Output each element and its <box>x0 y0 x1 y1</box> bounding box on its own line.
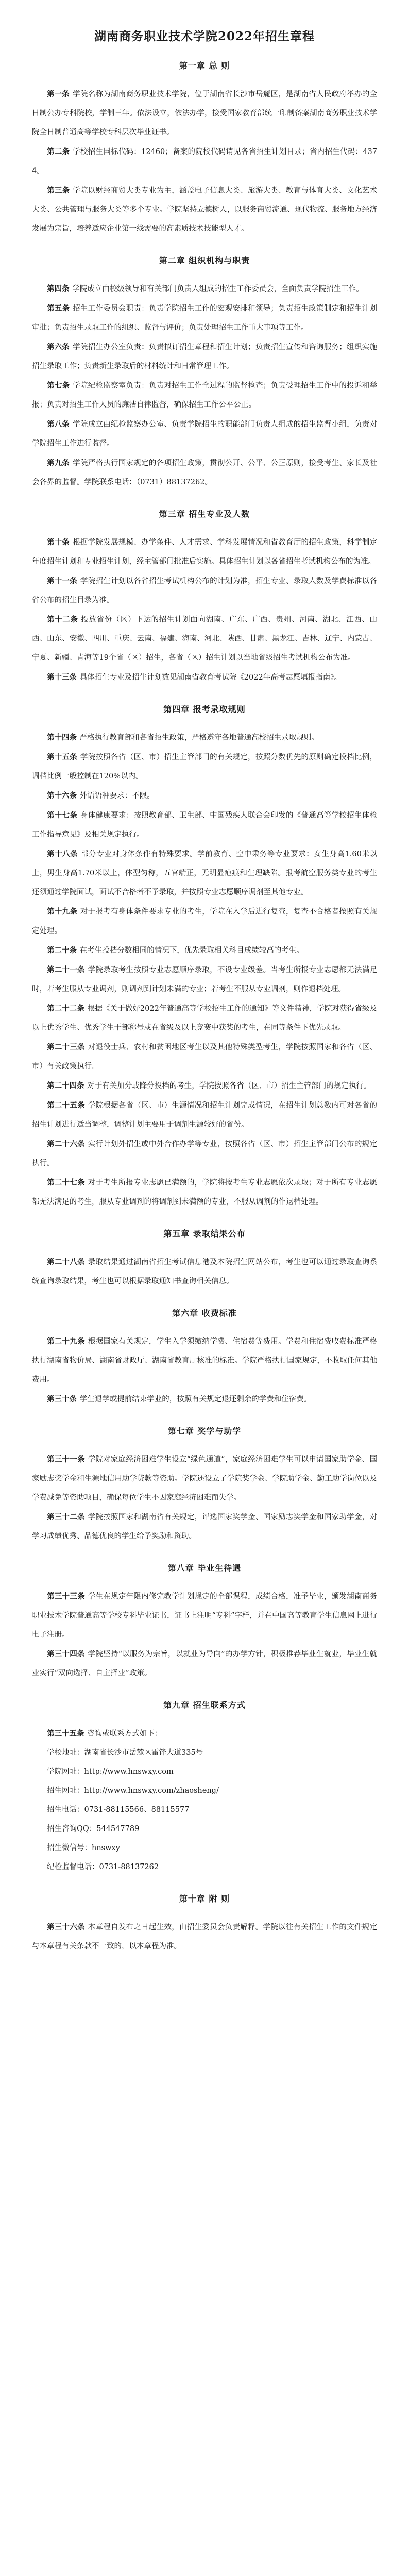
contact-item <box>32 1801 377 1820</box>
article-text: 外语语种要求：不限。 <box>79 792 155 800</box>
chapter-heading: 第七章 奖学与助学 <box>167 1426 242 1436</box>
article-text: 根据国家有关规定，学生入学须缴纳学费、住宿费等费用。学费和住宿费收费标准严格执行湖南省物价局、湖南省财政厅、湖南省教育厅核准的标准。学院严格执行国家规定，不收取任何其他费用。 <box>32 1337 378 1384</box>
article-number: 第二十八条 <box>47 1258 85 1266</box>
article-number: 第一条 <box>47 90 70 98</box>
article-paragraph <box>32 610 377 668</box>
chapter-heading: 第二章 组织机构与职责 <box>159 256 250 265</box>
article-number: 第三十三条 <box>47 1592 85 1601</box>
article-text: 学院录取考生按照专业志愿顺序录取，不设专业级差。当考生所报专业志愿都无法满足时，若考生服从专业调剂，则调剂到计划未满的专业；若考生不服从专业调剂，则作退档处理。 <box>32 966 378 993</box>
article-text: 身体健康要求：按照教育部、卫生部、中国残疾人联合会印发的《普通高等学校招生体检工作指导意见》及相关规定执行。 <box>32 811 378 839</box>
article-text: 学校招生国标代码：12460；备案的院校代码请见各省招生计划目录；省内招生代码：4374。 <box>32 148 377 175</box>
article-text: 具体招生专业及招生计划数见湖南省教育考试院《2022年高考志愿填报指南》。 <box>79 673 342 682</box>
article-number: 第十三条 <box>47 673 77 682</box>
article-number: 第二十五条 <box>47 1101 85 1110</box>
article-text: 学生退学或提前结束学业的，按照有关规定退还剩余的学费和住宿费。 <box>79 1395 312 1403</box>
article-number: 第三十五条 <box>47 1729 84 1738</box>
article-paragraph <box>32 1173 377 1212</box>
contact-item <box>32 1782 377 1801</box>
article-number: 第四条 <box>47 284 70 293</box>
article-number: 第三十二条 <box>47 1513 85 1521</box>
contact-value: 0731-88115566、88115577 <box>84 1806 190 1814</box>
article-paragraph <box>32 376 377 415</box>
article-number: 第二十一条 <box>47 965 85 974</box>
contact-item <box>32 1762 377 1782</box>
contact-label: 纪检监督电话： <box>47 1863 99 1871</box>
article-number: 第九条 <box>47 459 70 467</box>
article-number: 第三十六条 <box>47 1923 85 1931</box>
article-text: 在考生投档分数相同的情况下，优先录取相关科目成绩较高的考生。 <box>79 946 304 955</box>
article-text: 根据学院发展规模、办学条件、人才需求、学科发展情况和省教育厅的招生政策，科学制定年度招生计划和专业招生计划，经主管部门批准后实施。具体招生计划以各省招生考试机构公布的为准。 <box>32 538 378 566</box>
article-text: 学院按照国家和湖南省有关规定，评选国家奖学金、国家励志奖学金和国家助学金，对学习成绩优秀、品德优良的学生给予奖励和资助。 <box>32 1513 378 1540</box>
article-number: 第二十三条 <box>47 1043 85 1052</box>
article-text: 学院以财经商贸大类专业为主，涵盖电子信息大类、旅游大类、教育与体育大类、文化艺术大类、公共管理与服务大类等多个专业。学院坚持立德树人，以服务商贸流通、现代物流、服务地方经济发展为宗旨，培养适应企业第一线需要的高素质技术技能型人才。 <box>32 187 378 233</box>
article-paragraph <box>32 1096 377 1134</box>
article-paragraph <box>32 1076 377 1096</box>
article-text: 学院成立由校级领导和有关部门负责人组成的招生工作委员会，全面负责学院招生工作。 <box>72 285 364 293</box>
article-paragraph <box>32 1918 377 1956</box>
document-body <box>32 59 377 1956</box>
article-number: 第十九条 <box>47 907 78 916</box>
contact-label: 招生咨询QQ： <box>47 1825 97 1833</box>
article-text: 对退役士兵、农村和贫困地区考生以及其他特殊类型考生，学院按照国家和各省（区、市）有关政策执行。 <box>32 1043 378 1071</box>
contact-label: 招生微信号： <box>47 1844 92 1852</box>
article-paragraph <box>32 902 377 941</box>
article-text: 严格执行教育部和各省招生政策，严格遵守各地普通高校招生录取规则。 <box>79 734 319 742</box>
contact-value: hnswxy <box>92 1844 120 1852</box>
contact-value: http://www.hnswxy.com/zhaosheng/ <box>84 1787 219 1795</box>
article-paragraph <box>32 844 377 902</box>
article-paragraph <box>32 337 377 376</box>
article-text: 对于考生所报专业志愿已满额的，学院将按考生专业志愿依次录取；对于所有专业志愿都无法满足的考生，服从专业调剂的将调剂到未满额的专业，不服从调剂的作退档处理。 <box>32 1179 378 1206</box>
article-paragraph <box>32 941 377 960</box>
article-number: 第三十一条 <box>47 1455 85 1464</box>
article-number: 第二十九条 <box>47 1337 85 1346</box>
chapter-heading: 第十章 附 则 <box>179 1894 230 1904</box>
chapter-heading: 第八章 毕业生待遇 <box>167 1563 242 1573</box>
article-text: 学院纪检监察室负责：负责对招生工作全过程的监督检查；负责受理招生工作中的投诉和举报；负责对招生工作人员的廉洁自律监督，确保招生工作公平公正。 <box>32 382 378 409</box>
chapter-heading: 第六章 收费标准 <box>172 1308 237 1318</box>
article-text: 学院坚持“以服务为宗旨，以就业为导向”的办学方针，积极推荐毕业生就业，毕业生就业实行“双向选择、自主择业”政策。 <box>32 1650 377 1677</box>
article-paragraph <box>32 960 377 999</box>
article-number: 第十条 <box>47 538 70 547</box>
contact-label: 学校地址： <box>47 1749 84 1757</box>
article-text: 部分专业对身体条件有特殊要求。学前教育、空中乘务等专业要求：女生身高1.60米以上，男生身高1.70米以上，体型匀称，五官端正，无明显疤痕和生理缺陷。报考航空服务类专业的考生还须通过学院面试，面试不合格者不予录取，并按照专业志愿顺序调剂至其他专业。 <box>32 850 377 896</box>
article-paragraph <box>32 571 377 610</box>
article-number: 第三十四条 <box>47 1650 85 1658</box>
article-number: 第二十四条 <box>47 1081 84 1090</box>
article-text: 对于有关加分或降分投档的考生，学院按照各省（区、市）招生主管部门的规定执行。 <box>87 1082 371 1090</box>
article-paragraph <box>32 786 377 806</box>
contact-value: 544547789 <box>96 1825 140 1833</box>
article-number: 第十五条 <box>47 753 78 761</box>
article-text: 录取结果通过湖南省招生考试信息港及本院招生网站公布，考生也可以通过录取查询系统查询录取结果，考生也可以根据录取通知书查询相关信息。 <box>32 1258 378 1285</box>
article-number: 第二十七条 <box>47 1178 85 1187</box>
article-paragraph <box>32 1332 377 1389</box>
chapter-heading: 第五章 录取结果公布 <box>163 1229 246 1239</box>
article-paragraph <box>32 279 377 299</box>
contact-item <box>32 1743 377 1762</box>
article-number: 第十一条 <box>47 577 78 585</box>
article-text: 咨询或联系方式如下： <box>87 1730 162 1738</box>
article-text: 招生工作委员会职责：负责学院招生工作的宏观安排和领导；负责招生政策制定和招生计划审批；负责招生录取工作的组织、监督与评价；负责处理招生工作重大事项等工作。 <box>32 304 378 332</box>
article-text: 投放省份（区）下达的招生计划面向湖南、广东、广西、贵州、河南、湖北、江西、山西、山东、安徽、四川、重庆、云南、福建、海南、河北、陕西、甘肃、黑龙江、吉林、辽宁、内蒙古、宁夏、新疆、青海等19个省（区）招生，各省（区）招生计划以当地省级招生考试机构公布为准。 <box>32 616 378 662</box>
article-text: 学院招生计划以各省招生考试机构公布的计划为准，招生专业、录取人数及学费标准以各省公布的招生目录为准。 <box>32 577 378 604</box>
chapter-heading: 第四章 报考录取规则 <box>163 704 246 714</box>
article-paragraph <box>32 181 377 239</box>
article-number: 第三十条 <box>47 1395 77 1403</box>
article-text: 根据《关于做好2022年普通高等学校招生工作的通知》等文件精神，学院对获得省级及以上优秀学生、优秀学生干部称号或在省级及以上竞赛中获奖的考生，在同等条件下优先录取。 <box>32 1005 377 1032</box>
article-paragraph <box>32 415 377 453</box>
contact-value: 0731-88137262 <box>99 1863 159 1871</box>
article-text: 对于报考有身体条件要求专业的考生，学院在入学后进行复查，复查不合格者按照有关规定处理。 <box>32 908 378 935</box>
article-paragraph <box>32 142 377 181</box>
article-paragraph <box>32 453 377 492</box>
article-number: 第二十条 <box>47 946 77 955</box>
article-text: 学院招生办公室负责：负责拟订招生章程和招生计划；负责招生宣传和咨询服务；组织实施招生录取工作；负责新生录取后的材料统计和日常管理工作。 <box>32 343 378 370</box>
article-paragraph <box>32 668 377 687</box>
contact-item <box>32 1839 377 1858</box>
article-number: 第十八条 <box>47 850 78 858</box>
article-number: 第十六条 <box>47 791 77 800</box>
article-text: 学院名称为湖南商务职业技术学院，位于湖南省长沙市岳麓区，是湖南省人民政府举办的全日制公办专科院校，学制三年。依法设立，依法办学，接受国家教育部统一印制备案湖南商务职业技术学院全日制普通高等学校专科层次毕业证书。 <box>32 90 378 137</box>
article-paragraph <box>32 728 377 748</box>
article-paragraph <box>32 999 377 1038</box>
article-number: 第六条 <box>47 343 70 351</box>
article-paragraph <box>32 1134 377 1173</box>
article-number: 第三条 <box>47 186 70 195</box>
contact-value: http://www.hnswxy.com <box>84 1768 174 1776</box>
article-number: 第十四条 <box>47 733 77 742</box>
article-number: 第五条 <box>47 304 70 313</box>
article-paragraph <box>32 533 377 571</box>
article-text: 学院按照各省（区、市）招生主管部门的有关规定，按照分数优先的原则确定投档比例，调档比例一般控制在120%以内。 <box>32 753 378 781</box>
article-paragraph <box>32 1724 377 1743</box>
article-number: 第七条 <box>47 381 70 390</box>
article-paragraph <box>32 806 377 844</box>
contact-label: 招生电话： <box>47 1806 84 1814</box>
article-paragraph <box>32 1507 377 1546</box>
article-number: 第十二条 <box>47 615 78 624</box>
article-paragraph <box>32 1645 377 1683</box>
article-number: 第八条 <box>47 420 70 429</box>
contact-label: 招生网址： <box>47 1787 84 1795</box>
contact-value: 湖南省长沙市岳麓区雷锋大道335号 <box>84 1749 203 1757</box>
article-paragraph <box>32 1252 377 1291</box>
contact-item <box>32 1820 377 1839</box>
article-paragraph <box>32 1450 377 1507</box>
article-number: 第二十二条 <box>47 1004 84 1013</box>
article-text: 学院根据各省（区、市）生源情况和招生计划完成情况，在招生计划总数内可对各省的招生计划进行适当调整，调整计划主要用于调剂生源较好的省份。 <box>32 1101 378 1129</box>
article-text: 学院严格执行国家规定的各项招生政策，贯彻公开、公平、公正原则，接受考生、家长及社会各界的监督。学院联系电话：（0731）88137262。 <box>32 459 378 486</box>
article-text: 实行计划外招生或中外合作办学等专业，按照各省（区、市）招生主管部门公布的规定执行。 <box>32 1140 378 1167</box>
article-text: 学院对家庭经济困难学生设立“绿色通道”，家庭经济困难学生可以申请国家助学金、国家励志奖学金和生源地信用助学贷款等资助。学院还设立了学院奖学金、学院助学金、勤工助学岗位以及学费减免等资助项目，确保每位学生不因家庭经济困难而失学。 <box>32 1455 377 1502</box>
article-paragraph <box>32 1038 377 1076</box>
chapter-heading: 第一章 总 则 <box>179 61 230 71</box>
contact-label: 学院网址： <box>47 1768 84 1776</box>
article-text: 本章程自发布之日起生效，由招生委员会负责解释。学院以往有关招生工作的文件规定与本章程有关条款不一致的，以本章程为准。 <box>32 1923 378 1951</box>
document-title: 湖南商务职业技术学院2022年招生章程 <box>94 29 315 43</box>
article-text: 学生在规定年限内修完教学计划规定的全部课程，成绩合格，准予毕业，颁发湖南商务职业技术学院普通高等学校专科毕业证书，证书上注明“专科”字样，并在中国高等教育学生信息网上进行电子注册。 <box>32 1592 378 1639</box>
contact-item <box>32 1858 377 1877</box>
article-text: 学院成立由纪检监察办公室、负责学院招生的职能部门负责人组成的招生监督小组，负责对学院招生工作进行监督。 <box>32 420 378 448</box>
article-number: 第二条 <box>47 147 70 156</box>
article-paragraph <box>32 299 377 337</box>
article-paragraph <box>32 84 377 142</box>
article-paragraph <box>32 1389 377 1409</box>
article-paragraph <box>32 748 377 786</box>
article-paragraph <box>32 1587 377 1645</box>
chapter-heading: 第九章 招生联系方式 <box>163 1700 246 1710</box>
article-number: 第二十六条 <box>47 1140 85 1148</box>
article-number: 第十七条 <box>47 811 78 820</box>
chapter-heading: 第三章 招生专业及人数 <box>159 509 250 519</box>
